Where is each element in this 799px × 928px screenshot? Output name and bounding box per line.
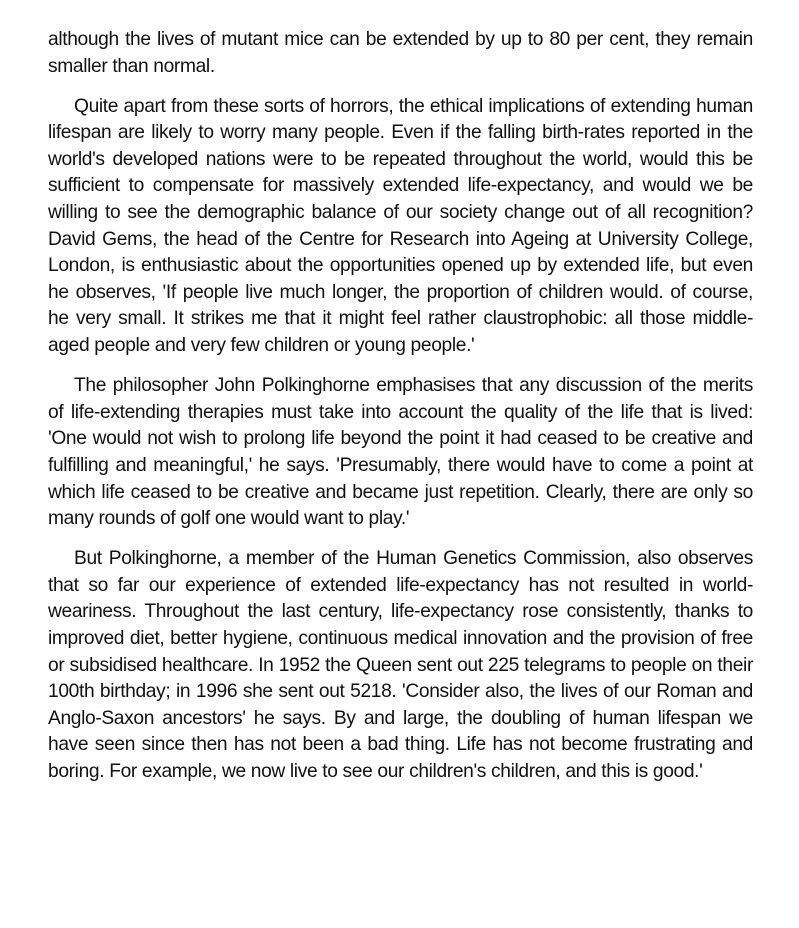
- paragraph-4: But Polkinghorne, a member of the Human Genetics Commission, also observes that so far our experience of extended life-expectancy has not resulted in world-weariness. Throughout the last century, life-expectancy rose consistently, thanks to improved diet, better hygiene, continuous medical innovation and the provision of free or subsidised healthcare. In 1952 the Queen sent out 225 telegrams to people on their 100th birthday; in 1996 she sent out 5218. 'Consider also, the lives of our Roman and Anglo-Saxon ancestors' he says. By and large, the doubling of human lifespan we have seen since then has not been a bad thing. Life has not become frustrating and boring. For example, we now live to see our children's children, and this is good.': [48, 548, 753, 782]
- paragraph-1: although the lives of mutant mice can be extended by up to 80 per cent, they remain smaller than normal.: [48, 29, 753, 77]
- paragraph-2: Quite apart from these sorts of horrors, the ethical implications of extending human lifespan are likely to worry many people. Even if the falling birth-rates reported in the world's developed nations were to be repeated throughout the world, would this be sufficient to compensate for massively extended life-expectancy, and would we be willing to see the demographic balance of our society change out of all recognition? David Gems, the head of the Centre for Research into Ageing at University College, London, is enthusiastic about the opportunities opened up by extended life, but even he observes, 'If people live much longer, the proportion of children would. of course, he very small. It strikes me that it might feel rather claustrophobic: all those middle-aged people and very few children or young people.': [48, 95, 753, 357]
- paragraph-3: The philosopher John Polkinghorne emphasises that any discussion of the merits of life-extending therapies must take into account the quality of the life that is lived: 'One would not wish to prolong life beyond the point it had ceased to be creative and fulfilling and meaningful,' he says. 'Presumably, there would have to come a point at which life ceased to be creative and became just repetition. Clearly, there are only so many rounds of golf one would want to play.': [48, 375, 753, 530]
- document-page: [48, 27, 753, 799]
